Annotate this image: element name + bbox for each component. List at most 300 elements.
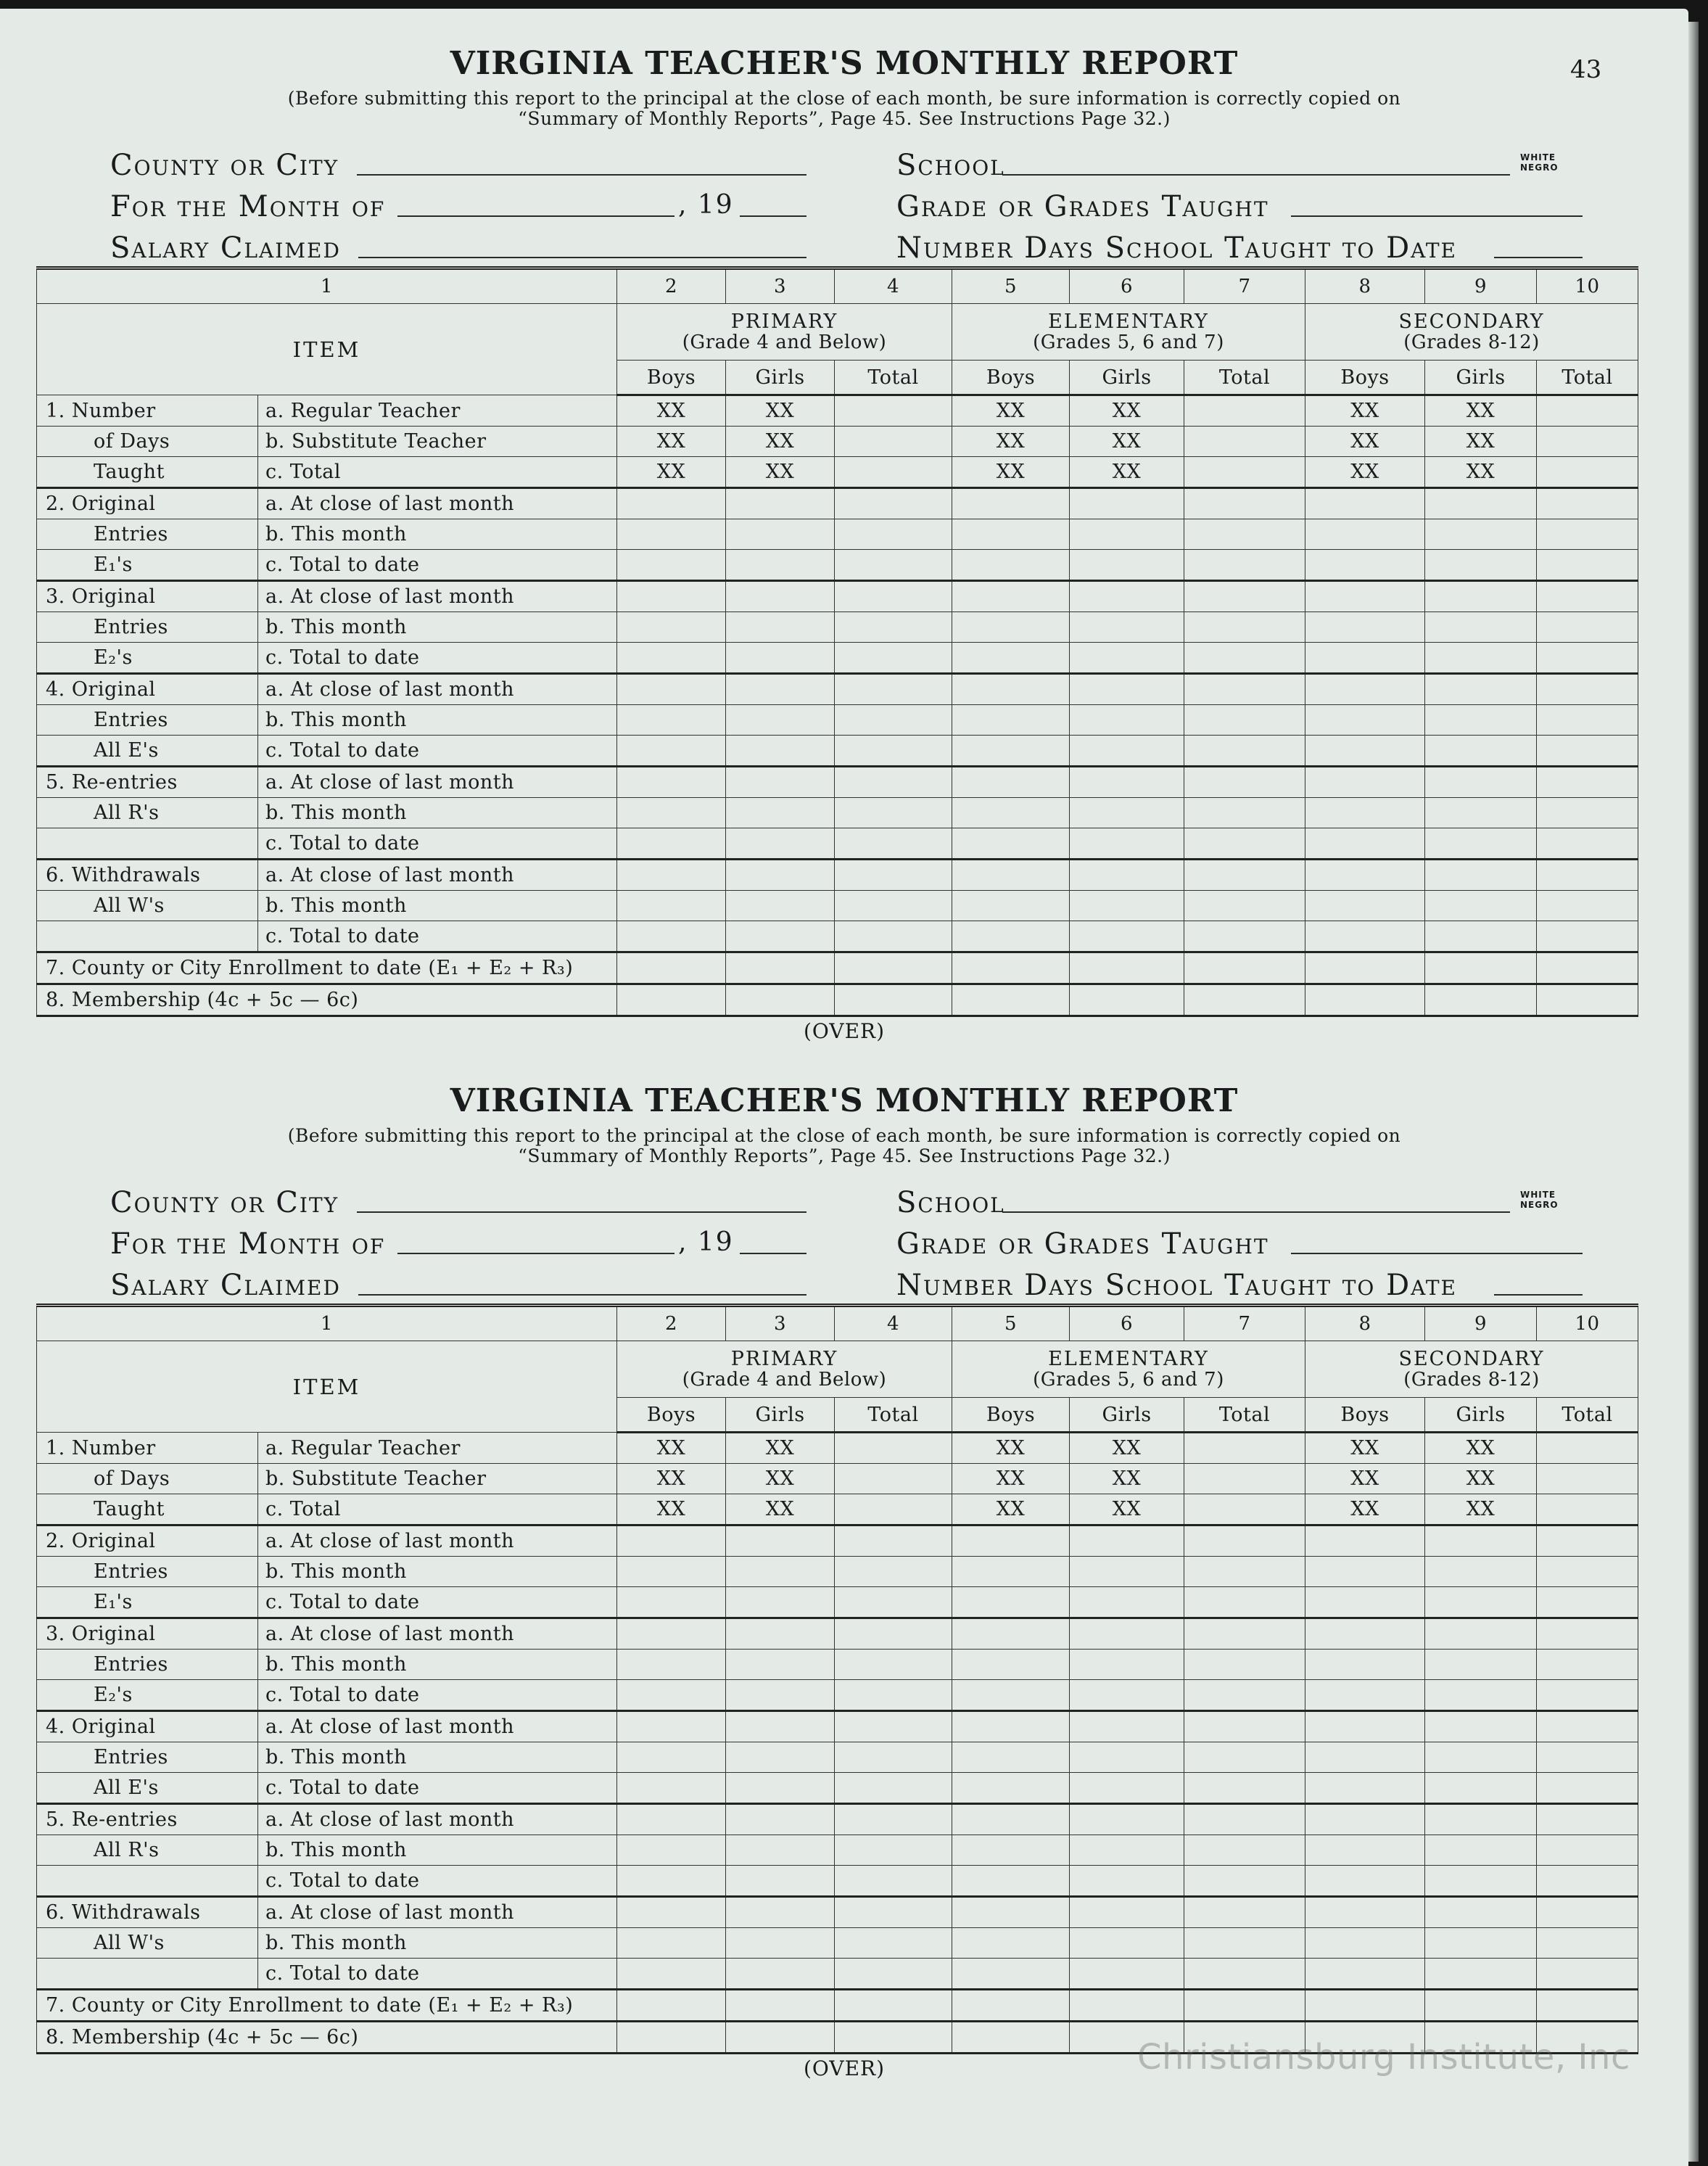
data-cell[interactable] <box>617 1773 726 1804</box>
data-cell[interactable] <box>1537 1650 1638 1680</box>
data-cell[interactable] <box>952 519 1070 550</box>
data-cell[interactable] <box>1184 767 1305 798</box>
data-cell[interactable] <box>835 921 952 952</box>
data-cell[interactable] <box>1305 828 1425 860</box>
data-cell[interactable] <box>835 1494 952 1525</box>
data-cell[interactable] <box>726 1680 835 1711</box>
data-cell[interactable] <box>1070 1804 1184 1835</box>
data-cell[interactable] <box>1537 1711 1638 1742</box>
school-field[interactable] <box>1002 1211 1510 1213</box>
data-cell[interactable] <box>1537 1959 1638 1990</box>
data-cell[interactable] <box>1425 984 1537 1016</box>
data-cell[interactable] <box>617 643 726 674</box>
data-cell[interactable] <box>835 1650 952 1680</box>
data-cell[interactable] <box>835 1525 952 1557</box>
data-cell[interactable] <box>952 1618 1070 1650</box>
data-cell[interactable] <box>835 488 952 519</box>
year-field[interactable] <box>740 215 806 217</box>
data-cell[interactable] <box>1425 550 1537 581</box>
data-cell[interactable] <box>1305 1711 1425 1742</box>
data-cell[interactable] <box>726 1773 835 1804</box>
data-cell[interactable] <box>952 1650 1070 1680</box>
data-cell[interactable] <box>1305 1804 1425 1835</box>
county-field[interactable] <box>357 1211 806 1213</box>
data-cell[interactable] <box>726 921 835 952</box>
data-cell[interactable] <box>1070 952 1184 984</box>
data-cell[interactable] <box>952 1804 1070 1835</box>
data-cell[interactable] <box>726 891 835 921</box>
data-cell[interactable] <box>952 643 1070 674</box>
data-cell[interactable] <box>726 1928 835 1959</box>
data-cell[interactable] <box>1070 798 1184 828</box>
data-cell[interactable] <box>1305 488 1425 519</box>
data-cell[interactable] <box>617 1835 726 1866</box>
data-cell[interactable] <box>726 952 835 984</box>
data-cell[interactable] <box>835 2022 952 2054</box>
data-cell[interactable] <box>1537 736 1638 767</box>
data-cell[interactable] <box>1305 1897 1425 1928</box>
data-cell[interactable] <box>1184 550 1305 581</box>
data-cell[interactable] <box>835 457 952 488</box>
data-cell[interactable] <box>1184 581 1305 612</box>
data-cell[interactable] <box>1425 736 1537 767</box>
data-cell[interactable] <box>835 1835 952 1866</box>
data-cell[interactable] <box>835 581 952 612</box>
data-cell[interactable] <box>1184 1680 1305 1711</box>
data-cell[interactable] <box>617 1650 726 1680</box>
data-cell[interactable] <box>1184 1897 1305 1928</box>
data-cell[interactable] <box>1425 1804 1537 1835</box>
data-cell[interactable] <box>835 1959 952 1990</box>
year-field[interactable] <box>740 1253 806 1254</box>
data-cell[interactable] <box>1184 1866 1305 1897</box>
data-cell[interactable] <box>1070 612 1184 643</box>
data-cell[interactable] <box>1070 1928 1184 1959</box>
data-cell[interactable] <box>1070 860 1184 891</box>
data-cell[interactable] <box>1537 921 1638 952</box>
data-cell[interactable] <box>726 984 835 1016</box>
data-cell[interactable] <box>726 1866 835 1897</box>
data-cell[interactable] <box>1537 488 1638 519</box>
data-cell[interactable] <box>1184 1804 1305 1835</box>
data-cell[interactable] <box>952 1742 1070 1773</box>
negro-option[interactable]: NEGRO <box>1520 1200 1559 1210</box>
data-cell[interactable] <box>1305 767 1425 798</box>
data-cell[interactable] <box>1537 395 1638 427</box>
data-cell[interactable] <box>952 1680 1070 1711</box>
data-cell[interactable] <box>1537 1928 1638 1959</box>
data-cell[interactable] <box>1537 457 1638 488</box>
data-cell[interactable] <box>726 1990 835 2022</box>
data-cell[interactable] <box>1184 643 1305 674</box>
data-cell[interactable] <box>726 674 835 705</box>
data-cell[interactable] <box>1425 1525 1537 1557</box>
data-cell[interactable] <box>952 705 1070 736</box>
data-cell[interactable] <box>835 1557 952 1587</box>
data-cell[interactable] <box>835 705 952 736</box>
data-cell[interactable] <box>952 488 1070 519</box>
data-cell[interactable] <box>835 1433 952 1464</box>
data-cell[interactable] <box>617 705 726 736</box>
data-cell[interactable] <box>1425 891 1537 921</box>
data-cell[interactable] <box>617 1928 726 1959</box>
data-cell[interactable] <box>726 2022 835 2054</box>
data-cell[interactable] <box>1425 519 1537 550</box>
data-cell[interactable] <box>835 1587 952 1618</box>
data-cell[interactable] <box>1537 1835 1638 1866</box>
data-cell[interactable] <box>1070 1618 1184 1650</box>
data-cell[interactable] <box>726 1742 835 1773</box>
data-cell[interactable] <box>835 891 952 921</box>
data-cell[interactable] <box>952 891 1070 921</box>
data-cell[interactable] <box>617 891 726 921</box>
data-cell[interactable] <box>952 1525 1070 1557</box>
data-cell[interactable] <box>617 828 726 860</box>
data-cell[interactable] <box>952 1773 1070 1804</box>
data-cell[interactable] <box>835 860 952 891</box>
data-cell[interactable] <box>617 2022 726 2054</box>
data-cell[interactable] <box>1305 1587 1425 1618</box>
data-cell[interactable] <box>617 1711 726 1742</box>
data-cell[interactable] <box>726 488 835 519</box>
data-cell[interactable] <box>952 828 1070 860</box>
data-cell[interactable] <box>1305 1557 1425 1587</box>
data-cell[interactable] <box>1184 984 1305 1016</box>
month-field[interactable] <box>397 215 674 217</box>
data-cell[interactable] <box>1184 1959 1305 1990</box>
data-cell[interactable] <box>1537 1557 1638 1587</box>
data-cell[interactable] <box>1305 952 1425 984</box>
data-cell[interactable] <box>1425 1618 1537 1650</box>
data-cell[interactable] <box>835 1866 952 1897</box>
data-cell[interactable] <box>952 1587 1070 1618</box>
data-cell[interactable] <box>835 1990 952 2022</box>
data-cell[interactable] <box>835 1928 952 1959</box>
data-cell[interactable] <box>1305 1959 1425 1990</box>
data-cell[interactable] <box>1537 705 1638 736</box>
data-cell[interactable] <box>1070 581 1184 612</box>
data-cell[interactable] <box>1184 1773 1305 1804</box>
data-cell[interactable] <box>726 860 835 891</box>
data-cell[interactable] <box>1537 828 1638 860</box>
data-cell[interactable] <box>1425 798 1537 828</box>
data-cell[interactable] <box>1184 427 1305 457</box>
data-cell[interactable] <box>1184 798 1305 828</box>
data-cell[interactable] <box>835 1618 952 1650</box>
data-cell[interactable] <box>1537 550 1638 581</box>
data-cell[interactable] <box>1305 1835 1425 1866</box>
data-cell[interactable] <box>952 798 1070 828</box>
data-cell[interactable] <box>1425 643 1537 674</box>
data-cell[interactable] <box>1537 427 1638 457</box>
data-cell[interactable] <box>617 1742 726 1773</box>
data-cell[interactable] <box>1070 828 1184 860</box>
data-cell[interactable] <box>1425 1650 1537 1680</box>
data-cell[interactable] <box>835 1742 952 1773</box>
data-cell[interactable] <box>1184 1433 1305 1464</box>
data-cell[interactable] <box>1537 1866 1638 1897</box>
data-cell[interactable] <box>1070 1680 1184 1711</box>
data-cell[interactable] <box>726 519 835 550</box>
data-cell[interactable] <box>1425 1990 1537 2022</box>
data-cell[interactable] <box>617 1680 726 1711</box>
data-cell[interactable] <box>617 736 726 767</box>
data-cell[interactable] <box>1305 519 1425 550</box>
data-cell[interactable] <box>726 1835 835 1866</box>
data-cell[interactable] <box>617 1897 726 1928</box>
data-cell[interactable] <box>1184 736 1305 767</box>
data-cell[interactable] <box>1425 1742 1537 1773</box>
data-cell[interactable] <box>835 798 952 828</box>
grades-field[interactable] <box>1291 1253 1583 1254</box>
data-cell[interactable] <box>1070 767 1184 798</box>
data-cell[interactable] <box>1305 1618 1425 1650</box>
data-cell[interactable] <box>1305 984 1425 1016</box>
data-cell[interactable] <box>835 1773 952 1804</box>
data-cell[interactable] <box>726 798 835 828</box>
data-cell[interactable] <box>1537 1897 1638 1928</box>
data-cell[interactable] <box>617 519 726 550</box>
data-cell[interactable] <box>1537 1433 1638 1464</box>
data-cell[interactable] <box>726 612 835 643</box>
data-cell[interactable] <box>617 550 726 581</box>
data-cell[interactable] <box>1305 674 1425 705</box>
data-cell[interactable] <box>617 1959 726 1990</box>
data-cell[interactable] <box>952 860 1070 891</box>
data-cell[interactable] <box>1070 1557 1184 1587</box>
data-cell[interactable] <box>1184 1494 1305 1525</box>
data-cell[interactable] <box>726 1525 835 1557</box>
data-cell[interactable] <box>952 1897 1070 1928</box>
data-cell[interactable] <box>952 550 1070 581</box>
data-cell[interactable] <box>617 1587 726 1618</box>
data-cell[interactable] <box>1184 1742 1305 1773</box>
data-cell[interactable] <box>1305 1990 1425 2022</box>
data-cell[interactable] <box>726 1711 835 1742</box>
data-cell[interactable] <box>1537 674 1638 705</box>
data-cell[interactable] <box>1070 1650 1184 1680</box>
data-cell[interactable] <box>1425 767 1537 798</box>
data-cell[interactable] <box>835 643 952 674</box>
data-cell[interactable] <box>1184 1557 1305 1587</box>
data-cell[interactable] <box>617 674 726 705</box>
data-cell[interactable] <box>1070 550 1184 581</box>
data-cell[interactable] <box>1070 1742 1184 1773</box>
data-cell[interactable] <box>1425 921 1537 952</box>
data-cell[interactable] <box>726 705 835 736</box>
data-cell[interactable] <box>1070 1835 1184 1866</box>
data-cell[interactable] <box>1305 1928 1425 1959</box>
data-cell[interactable] <box>726 1650 835 1680</box>
data-cell[interactable] <box>1425 828 1537 860</box>
data-cell[interactable] <box>835 736 952 767</box>
data-cell[interactable] <box>1305 581 1425 612</box>
data-cell[interactable] <box>1537 891 1638 921</box>
data-cell[interactable] <box>1070 519 1184 550</box>
data-cell[interactable] <box>1070 643 1184 674</box>
data-cell[interactable] <box>617 952 726 984</box>
white-option[interactable]: WHITE <box>1520 152 1556 162</box>
data-cell[interactable] <box>835 674 952 705</box>
data-cell[interactable] <box>835 395 952 427</box>
data-cell[interactable] <box>726 550 835 581</box>
data-cell[interactable] <box>1070 1587 1184 1618</box>
negro-option[interactable]: NEGRO <box>1520 162 1559 173</box>
data-cell[interactable] <box>1425 1773 1537 1804</box>
data-cell[interactable] <box>952 736 1070 767</box>
data-cell[interactable] <box>1425 674 1537 705</box>
data-cell[interactable] <box>952 1928 1070 1959</box>
data-cell[interactable] <box>726 1587 835 1618</box>
data-cell[interactable] <box>1305 921 1425 952</box>
data-cell[interactable] <box>1070 984 1184 1016</box>
data-cell[interactable] <box>1425 1587 1537 1618</box>
data-cell[interactable] <box>1425 1866 1537 1897</box>
data-cell[interactable] <box>835 1804 952 1835</box>
data-cell[interactable] <box>617 1557 726 1587</box>
data-cell[interactable] <box>1184 1464 1305 1494</box>
data-cell[interactable] <box>952 1711 1070 1742</box>
salary-field[interactable] <box>358 257 806 258</box>
data-cell[interactable] <box>617 984 726 1016</box>
data-cell[interactable] <box>952 1835 1070 1866</box>
data-cell[interactable] <box>1537 1464 1638 1494</box>
data-cell[interactable] <box>1184 395 1305 427</box>
data-cell[interactable] <box>835 612 952 643</box>
data-cell[interactable] <box>1425 860 1537 891</box>
data-cell[interactable] <box>1425 1928 1537 1959</box>
data-cell[interactable] <box>1425 705 1537 736</box>
data-cell[interactable] <box>1305 705 1425 736</box>
data-cell[interactable] <box>726 736 835 767</box>
data-cell[interactable] <box>1070 674 1184 705</box>
data-cell[interactable] <box>1537 1587 1638 1618</box>
data-cell[interactable] <box>726 1959 835 1990</box>
data-cell[interactable] <box>1537 1494 1638 1525</box>
data-cell[interactable] <box>835 1711 952 1742</box>
data-cell[interactable] <box>835 1897 952 1928</box>
data-cell[interactable] <box>1425 581 1537 612</box>
data-cell[interactable] <box>1425 612 1537 643</box>
data-cell[interactable] <box>726 1618 835 1650</box>
data-cell[interactable] <box>952 984 1070 1016</box>
data-cell[interactable] <box>617 1525 726 1557</box>
data-cell[interactable] <box>1070 736 1184 767</box>
school-field[interactable] <box>1002 174 1510 176</box>
grades-field[interactable] <box>1291 215 1583 217</box>
data-cell[interactable] <box>1537 1773 1638 1804</box>
days-field[interactable] <box>1494 257 1583 258</box>
data-cell[interactable] <box>726 767 835 798</box>
data-cell[interactable] <box>1070 1711 1184 1742</box>
data-cell[interactable] <box>1537 1618 1638 1650</box>
data-cell[interactable] <box>952 612 1070 643</box>
data-cell[interactable] <box>1537 643 1638 674</box>
data-cell[interactable] <box>952 1557 1070 1587</box>
data-cell[interactable] <box>1184 1711 1305 1742</box>
data-cell[interactable] <box>726 828 835 860</box>
data-cell[interactable] <box>1425 1835 1537 1866</box>
data-cell[interactable] <box>1070 1866 1184 1897</box>
data-cell[interactable] <box>1184 891 1305 921</box>
data-cell[interactable] <box>1537 984 1638 1016</box>
data-cell[interactable] <box>1305 1680 1425 1711</box>
data-cell[interactable] <box>617 612 726 643</box>
data-cell[interactable] <box>1425 488 1537 519</box>
data-cell[interactable] <box>1070 488 1184 519</box>
data-cell[interactable] <box>1305 1773 1425 1804</box>
data-cell[interactable] <box>1305 550 1425 581</box>
data-cell[interactable] <box>617 921 726 952</box>
data-cell[interactable] <box>1537 612 1638 643</box>
data-cell[interactable] <box>952 921 1070 952</box>
data-cell[interactable] <box>1425 1680 1537 1711</box>
data-cell[interactable] <box>1184 1928 1305 1959</box>
data-cell[interactable] <box>835 1680 952 1711</box>
data-cell[interactable] <box>1184 1650 1305 1680</box>
data-cell[interactable] <box>1070 1773 1184 1804</box>
data-cell[interactable] <box>1184 952 1305 984</box>
data-cell[interactable] <box>1070 705 1184 736</box>
data-cell[interactable] <box>835 828 952 860</box>
data-cell[interactable] <box>1070 1525 1184 1557</box>
data-cell[interactable] <box>617 581 726 612</box>
data-cell[interactable] <box>1537 581 1638 612</box>
data-cell[interactable] <box>952 674 1070 705</box>
data-cell[interactable] <box>1425 1897 1537 1928</box>
data-cell[interactable] <box>1305 1525 1425 1557</box>
data-cell[interactable] <box>1537 767 1638 798</box>
data-cell[interactable] <box>617 860 726 891</box>
data-cell[interactable] <box>1070 921 1184 952</box>
data-cell[interactable] <box>952 1959 1070 1990</box>
data-cell[interactable] <box>1305 798 1425 828</box>
data-cell[interactable] <box>1425 1557 1537 1587</box>
month-field[interactable] <box>397 1253 674 1254</box>
data-cell[interactable] <box>1305 612 1425 643</box>
data-cell[interactable] <box>1184 828 1305 860</box>
data-cell[interactable] <box>1305 643 1425 674</box>
data-cell[interactable] <box>1305 736 1425 767</box>
data-cell[interactable] <box>1070 891 1184 921</box>
data-cell[interactable] <box>952 581 1070 612</box>
data-cell[interactable] <box>1537 1742 1638 1773</box>
data-cell[interactable] <box>1305 1742 1425 1773</box>
data-cell[interactable] <box>952 2022 1070 2054</box>
data-cell[interactable] <box>617 1990 726 2022</box>
data-cell[interactable] <box>1184 1587 1305 1618</box>
data-cell[interactable] <box>1184 1990 1305 2022</box>
data-cell[interactable] <box>1184 519 1305 550</box>
data-cell[interactable] <box>1070 1990 1184 2022</box>
data-cell[interactable] <box>617 798 726 828</box>
data-cell[interactable] <box>617 767 726 798</box>
data-cell[interactable] <box>835 427 952 457</box>
data-cell[interactable] <box>1184 860 1305 891</box>
data-cell[interactable] <box>726 1804 835 1835</box>
data-cell[interactable] <box>1425 1959 1537 1990</box>
data-cell[interactable] <box>1537 1990 1638 2022</box>
data-cell[interactable] <box>617 488 726 519</box>
data-cell[interactable] <box>1184 1835 1305 1866</box>
data-cell[interactable] <box>726 1897 835 1928</box>
data-cell[interactable] <box>1537 798 1638 828</box>
data-cell[interactable] <box>617 1866 726 1897</box>
data-cell[interactable] <box>952 767 1070 798</box>
data-cell[interactable] <box>835 984 952 1016</box>
data-cell[interactable] <box>1184 1525 1305 1557</box>
data-cell[interactable] <box>835 519 952 550</box>
